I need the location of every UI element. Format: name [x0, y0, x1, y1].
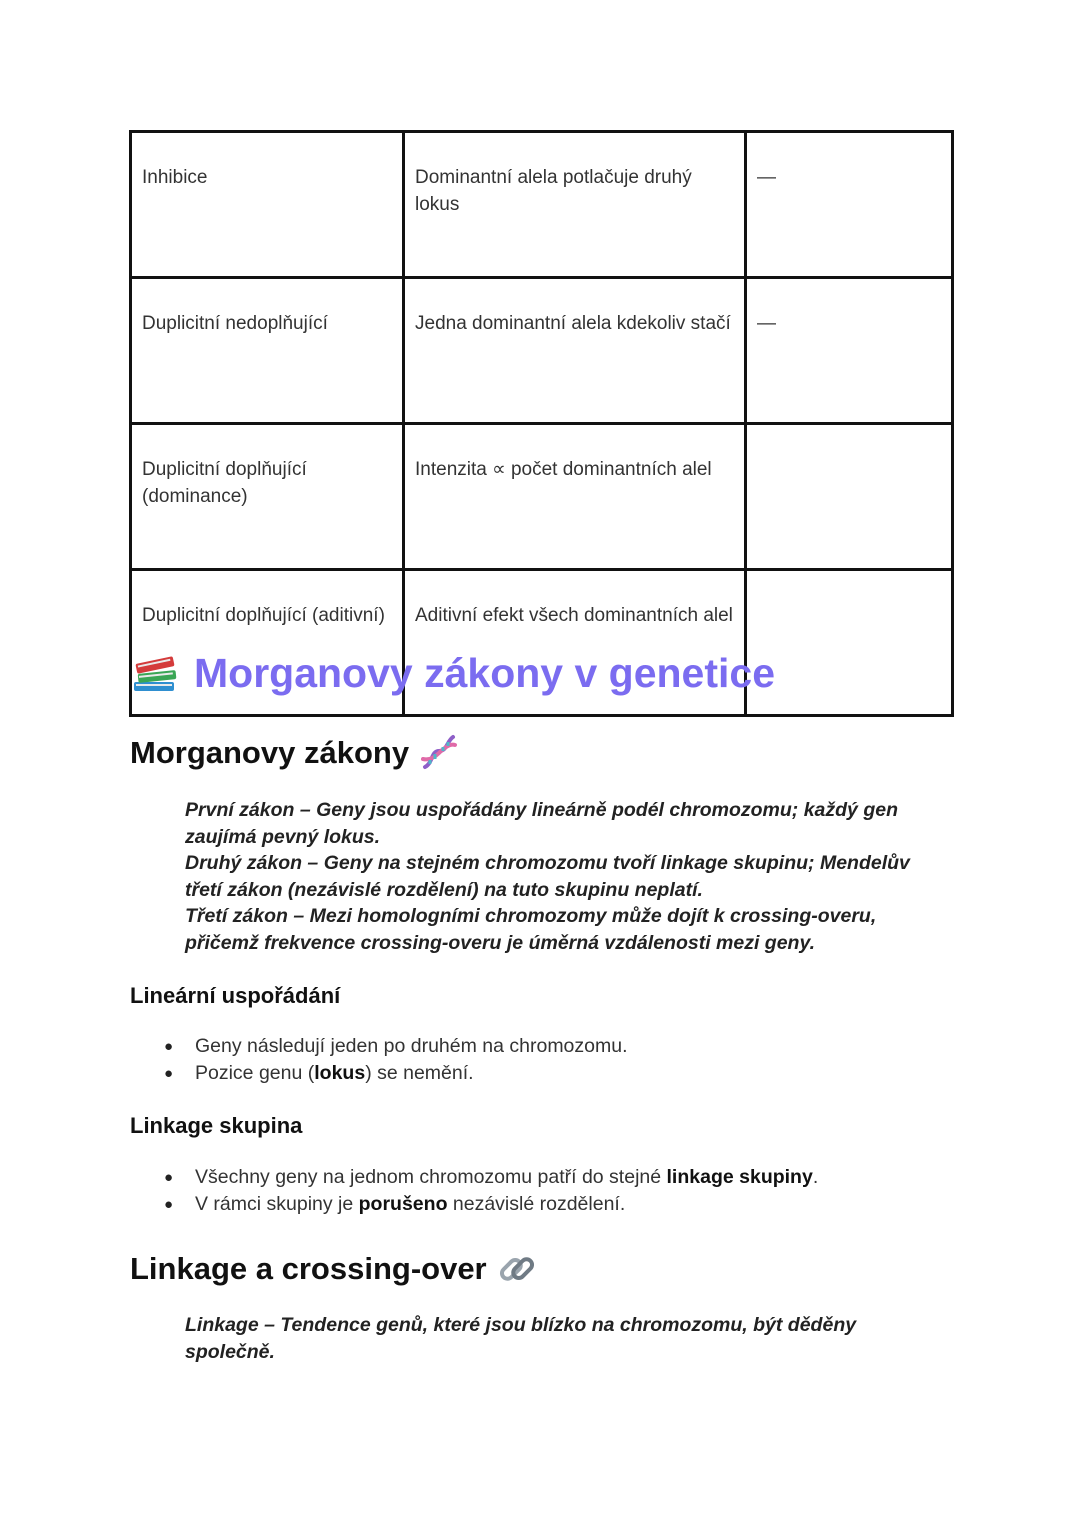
type-cell: Duplicitní nedoplňující — [131, 278, 404, 424]
note-cell — [746, 570, 953, 716]
dna-icon — [419, 733, 459, 773]
heading-text: Linkage a crossing-over — [130, 1251, 487, 1286]
books-icon — [130, 648, 180, 698]
bold-term: linkage skupiny — [666, 1166, 813, 1188]
description-cell: Aditivní efekt všech dominantních alel — [404, 570, 746, 716]
bold-term: lokus — [314, 1062, 366, 1084]
page-title-text: Morganovy zákony v genetice — [194, 649, 776, 696]
type-cell: Inhibice — [131, 132, 404, 278]
section-heading-laws — [130, 733, 459, 773]
table-row — [131, 424, 953, 570]
table-row — [131, 132, 953, 278]
text-span: V rámci skupiny je — [195, 1193, 359, 1215]
linkage-definition: Linkage – Tendence genů, které jsou blízko na chromozomu, být děděny společně. — [185, 1314, 857, 1363]
list-item: ● Geny následují jeden po druhém na chromozomu. — [160, 1033, 628, 1060]
text-span: Pozice genu ( — [195, 1062, 315, 1084]
page-title — [130, 648, 775, 698]
table-row — [131, 278, 953, 424]
list-item — [160, 1060, 628, 1087]
section-heading-linear: Lineární uspořádání — [130, 983, 341, 1008]
section-heading-linkage-group: Linkage skupina — [130, 1113, 303, 1138]
text-span: . — [812, 1166, 819, 1188]
linkage-group-bullet-list — [160, 1164, 818, 1218]
law-2: Druhý zákon – Geny na stejném chromozomu tvoří linkage skupinu; Mendelův třetí zákon (nezávislé rozdělení) na tuto skupinu neplatí. — [185, 852, 910, 901]
law-1: První zákon – Geny jsou uspořádány lineárně podél chromozomu; každý gen zaujímá pevný lokus. — [185, 799, 898, 848]
linear-bullet-list — [160, 1033, 628, 1087]
list-item — [160, 1191, 818, 1218]
description-cell: Dominantní alela potlačuje druhý lokus — [404, 132, 746, 278]
text-span: nezávislé rozdělení. — [447, 1193, 626, 1215]
description-cell: Jedna dominantní alela kdekoliv stačí — [404, 278, 746, 424]
section-heading-crossing — [130, 1249, 537, 1289]
description-cell: Intenzita ∝ počet dominantních alel — [404, 424, 746, 570]
gene-interaction-table — [129, 130, 954, 717]
list-item — [160, 1164, 818, 1191]
heading-text: Morganovy zákony — [130, 735, 410, 770]
laws-quote — [185, 797, 945, 956]
note-cell: — — [746, 132, 953, 278]
note-cell — [746, 424, 953, 570]
bold-term: porušeno — [358, 1193, 448, 1215]
law-3: Třetí zákon – Mezi homologními chromozomy může dojít k crossing-overu, přičemž frekvence crossing-overu je úměrná vzdálenosti mezi geny. — [185, 905, 877, 954]
text-span: ) se nemění. — [365, 1062, 474, 1084]
type-cell: Duplicitní doplňující (dominance) — [131, 424, 404, 570]
link-icon — [497, 1249, 537, 1289]
text-span: Všechny geny na jednom chromozomu patří do stejné — [195, 1166, 667, 1188]
type-cell: Duplicitní doplňující (aditivní) — [131, 570, 404, 716]
note-cell: — — [746, 278, 953, 424]
